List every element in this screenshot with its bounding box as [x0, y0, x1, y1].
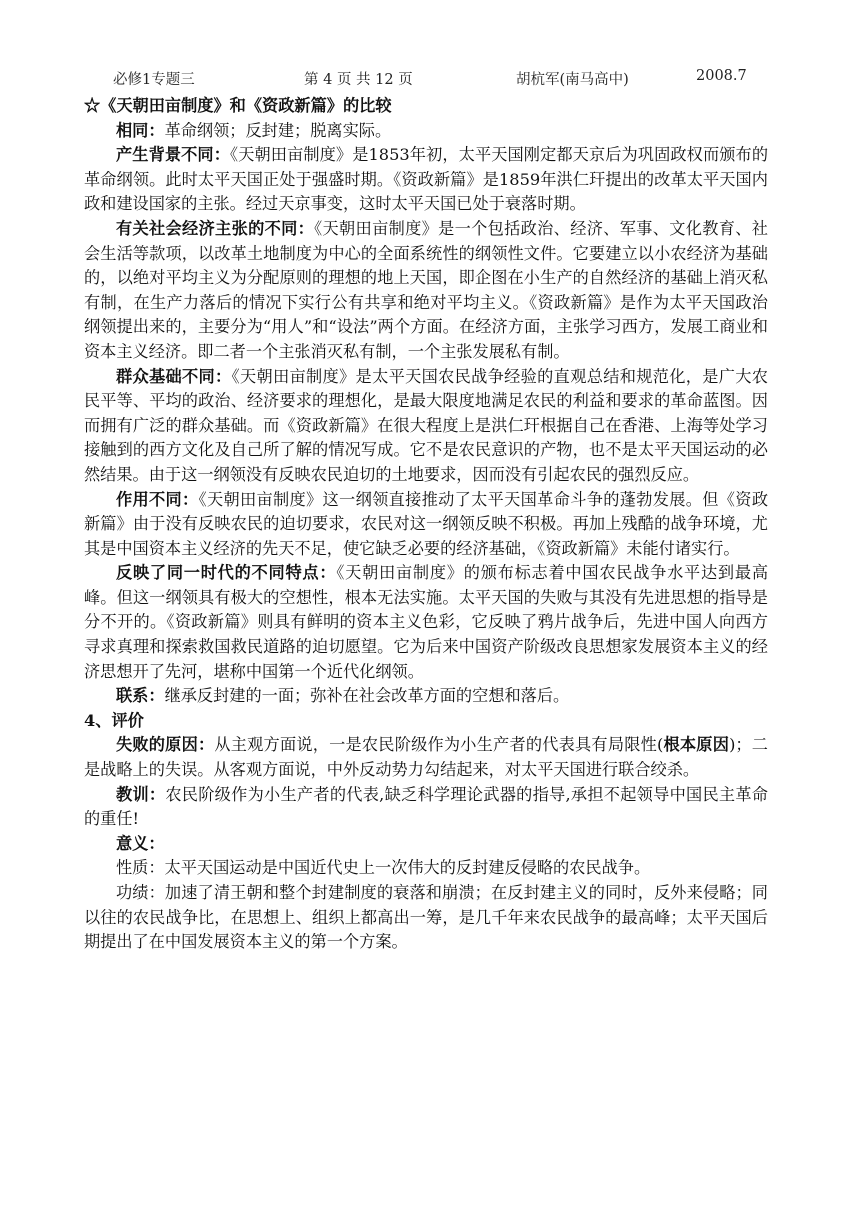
text-similar: 革命纲领；反封建；脱离实际。	[164, 120, 392, 140]
text-failure-bold: 根本原因	[663, 735, 730, 755]
text-masses: 《天朝田亩制度》是太平天国农民战争经验的直观总结和规范化，是广大农民平等、平均的政治、经济要求的理想化，是最大限度地满足农民的利益和要求的革命蓝图。因而拥有广泛的群众基础。而《资政新篇》在很大程度上是洪仁玕根据自己在香港、上海等处学习接触到的西方文化及自己所了解的情况写成。它不是农民意识的产物，也不是太平天国运动的必然结果。由于这一纲领没有反映农民迫切的土地要求，因而没有引起农民的强烈反应。	[84, 366, 768, 484]
label-failure: 失败的原因：	[116, 735, 215, 755]
paragraph-lesson	[84, 783, 768, 832]
paragraph-merit: 功绩：加速了清王朝和整个封建制度的衰落和崩溃；在反封建主义的同时，反外来侵略；同以往的农民战争比，在思想上、组织上都高出一筹，是几千年来农民战争的最高峰；太平天国后期提出了在中国发展资本主义的第一个方案。	[84, 883, 768, 952]
label-economy: 有关社会经济主张的不同：	[116, 218, 315, 238]
paragraph-failure	[84, 733, 768, 782]
paragraph-nature: 性质：太平天国运动是中国近代史上一次伟大的反封建反侵略的农民战争。	[116, 858, 651, 878]
label-significance: 意义：	[116, 833, 165, 853]
text-failure-2: )；二是战略上的失误。从客观方面说，中外反动势力勾结起来，对太平天国进行联合绞杀。	[84, 735, 768, 780]
label-background: 产生背景不同：	[116, 145, 231, 165]
header-course: 必修1专题三	[113, 72, 195, 88]
header-page-number: 第 4 页 共 12 页	[304, 72, 413, 88]
paragraph-economy	[84, 217, 768, 365]
label-effect: 作用不同：	[116, 489, 199, 509]
paragraph-masses	[84, 365, 768, 488]
text-economy: 《天朝田亩制度》是一个包括政治、经济、军事、文化教育、社会生活等款项，以改革土地制度为中心的全面系统性的纲领性文件。它要建立以小农经济为基础的，以绝对平均主义为分配原则的理想的地上天国，即企图在小生产的自然经济的基础上消灭私有制，在生产力落后的情况下实行公有共享和绝对平均主义。《资政新篇》是作为太平天国政治纲领提出来的，主要分为“用人”和“设法”两个方面。在经济方面，主张学习西方，发展工商业和资本主义经济。即二者一个主张消灭私有制，一个主张发展私有制。	[84, 218, 768, 361]
label-lesson: 教训：	[116, 784, 166, 804]
label-similar: 相同：	[116, 120, 165, 140]
header-author: 胡杭军(南马高中)	[516, 72, 629, 88]
text-effect: 《天朝田亩制度》这一纲领直接推动了太平天国革命斗争的蓬勃发展。但《资政新篇》由于没有反映农民的迫切要求，农民对这一纲领反映不积极。再加上残酷的战争环境，尤其是中国资本主义经济的先天不足，使它缺乏必要的经济基础，《资政新篇》未能付诸实行。	[84, 489, 769, 558]
text-background: 《天朝田亩制度》是1853年初，太平天国刚定都天京后为巩固政权而颁布的革命纲领。此时太平天国正处于强盛时期。《资政新篇》是1859年洪仁玕提出的改革太平天国内政和建设国家的主张。经过天京事变，这时太平天国已处于衰落时期。	[84, 145, 769, 214]
text-link: 继承反封建的一面；弥补在社会改革方面的空想和落后。	[164, 686, 570, 706]
paragraph-effect	[84, 488, 768, 562]
label-era: 反映了同一时代的不同特点：	[116, 563, 337, 583]
section-title: ☆《天朝田亩制度》和《资政新篇》的比较	[84, 96, 392, 115]
paragraph-link	[84, 684, 768, 709]
paragraph-significance	[84, 832, 768, 857]
header-date: 2008.7	[696, 68, 747, 84]
section-heading-evaluation: 4、评价	[84, 710, 144, 730]
paragraph-background	[84, 143, 768, 217]
text-failure-1: 从主观方面说，一是农民阶级作为小生产者的代表具有局限性(	[214, 735, 664, 755]
page-header	[0, 68, 860, 90]
document-body	[84, 94, 768, 955]
text-era: 《天朝田亩制度》的颁布标志着中国农民战争水平达到最高峰。但这一纲领具有极大的空想性，根本无法实施。太平天国的失败与其没有先进思想的指导是分不开的。《资政新篇》则具有鲜明的资本主义色彩，它反映了鸦片战争后，先进中国人向西方寻求真理和探索救国救民道路的迫切愿望。它为后来中国资产阶级改良思想家发展资本主义的经济思想开了先河，堪称中国第一个近代化纲领。	[84, 563, 769, 681]
label-masses: 群众基础不同：	[116, 366, 232, 386]
text-lesson: 农民阶级作为小生产者的代表,缺乏科学理论武器的指导,承担不起领导中国民主革命的重任!	[84, 784, 768, 829]
paragraph-similar	[84, 119, 768, 144]
label-link: 联系：	[116, 686, 165, 706]
paragraph-era	[84, 561, 768, 684]
